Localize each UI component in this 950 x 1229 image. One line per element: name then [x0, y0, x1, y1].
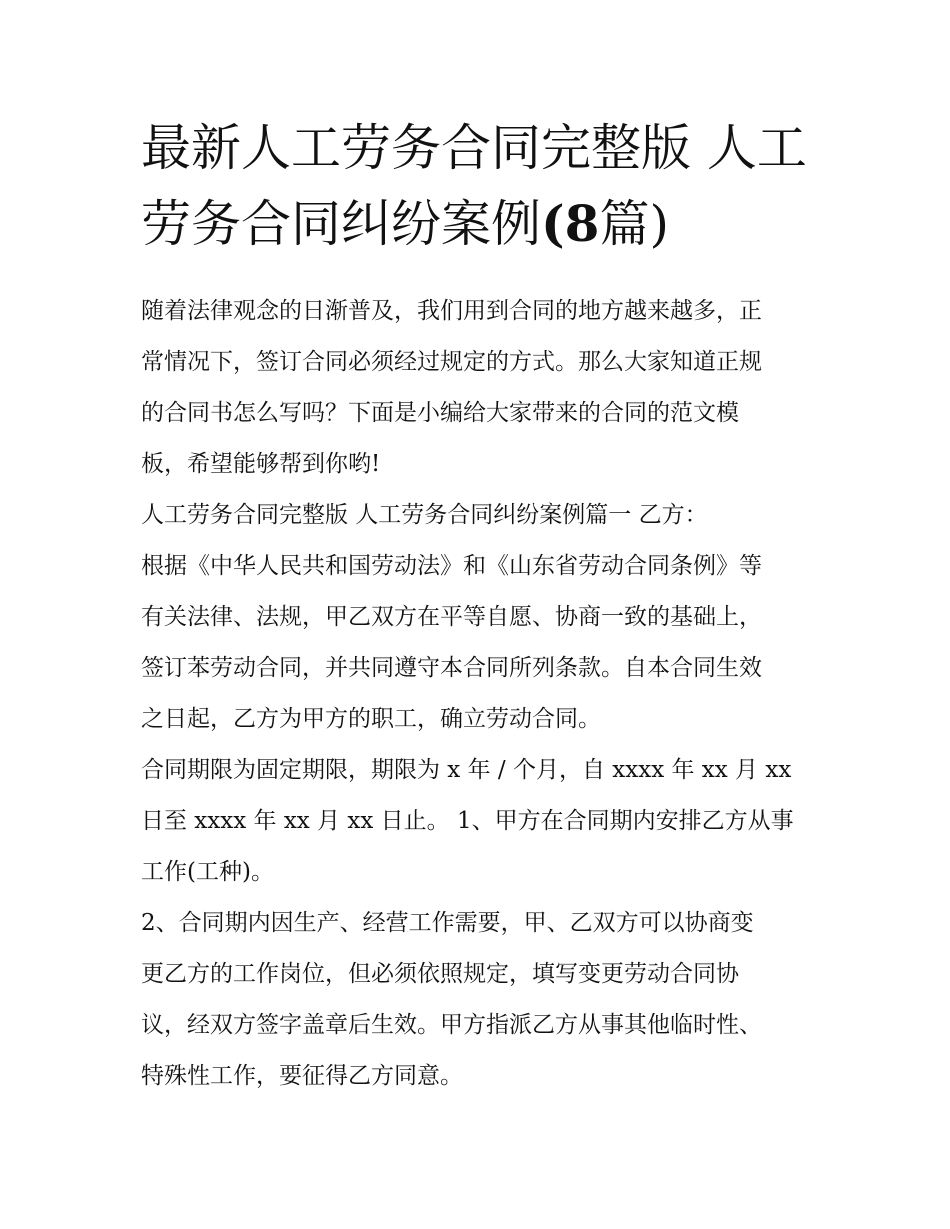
title-line-1: 最新人工劳务合同完整版 人工 — [141, 119, 807, 177]
paragraph-line: 日至 xxxx 年 xx 月 xx 日止。 1、甲方在合同期内安排乙方从事 — [141, 808, 794, 834]
title-count-number: (8 — [541, 194, 600, 253]
paragraph-line: 更乙方的工作岗位，但必须依照规定，填写变更劳动合同协 — [141, 961, 739, 987]
paragraph-line: 议，经双方签字盖章后生效。甲方指派乙方从事其他临时性、 — [141, 1012, 762, 1038]
paragraph-line: 根据《中华人民共和国劳动法》和《山东省劳动合同条例》等 — [141, 553, 762, 579]
paragraph-job-change — [141, 898, 813, 1102]
paragraph-line: 之日起，乙方为甲方的职工，确立劳动合同。 — [141, 706, 601, 732]
paragraph-contract-term — [141, 745, 813, 898]
paragraph-line: 人工劳务合同完整版 人工劳务合同纠纷案例篇一 乙方： — [141, 502, 708, 528]
paragraph-line: 的合同书怎么写吗？下面是小编给大家带来的合同的范文模 — [141, 400, 739, 426]
paragraph-line: 2、合同期内因生产、经营工作需要，甲、乙双方可以协商变 — [141, 910, 754, 936]
paragraph-line: 签订苯劳动合同，并共同遵守本合同所列条款。自本合同生效 — [141, 655, 762, 681]
paragraph-section-heading — [141, 490, 813, 541]
paragraph-line: 板，希望能够帮到你哟! — [141, 451, 381, 477]
document-body — [141, 286, 813, 1102]
paragraph-intro — [141, 286, 813, 490]
document-content — [141, 110, 813, 1102]
paragraph-line: 有关法律、法规，甲乙双方在平等自愿、协商一致的基础上， — [141, 604, 762, 630]
document-title — [141, 110, 813, 262]
title-count-unit: 篇) — [599, 195, 669, 253]
paragraph-legal-basis — [141, 541, 813, 745]
paragraph-line: 合同期限为固定期限，期限为 x 年 / 个月，自 xxxx 年 xx 月 xx — [141, 757, 792, 783]
paragraph-line: 特殊性工作，要征得乙方同意。 — [141, 1063, 463, 1089]
title-line-2 — [141, 186, 813, 262]
paragraph-line: 随着法律观念的日渐普及，我们用到合同的地方越来越多，正 — [141, 298, 762, 324]
paragraph-line: 常情况下，签订合同必须经过规定的方式。那么大家知道正规 — [141, 349, 762, 375]
title-line-2-text: 劳务合同纠纷案例 — [141, 195, 541, 253]
paragraph-line: 工作(工种)。 — [141, 859, 274, 885]
